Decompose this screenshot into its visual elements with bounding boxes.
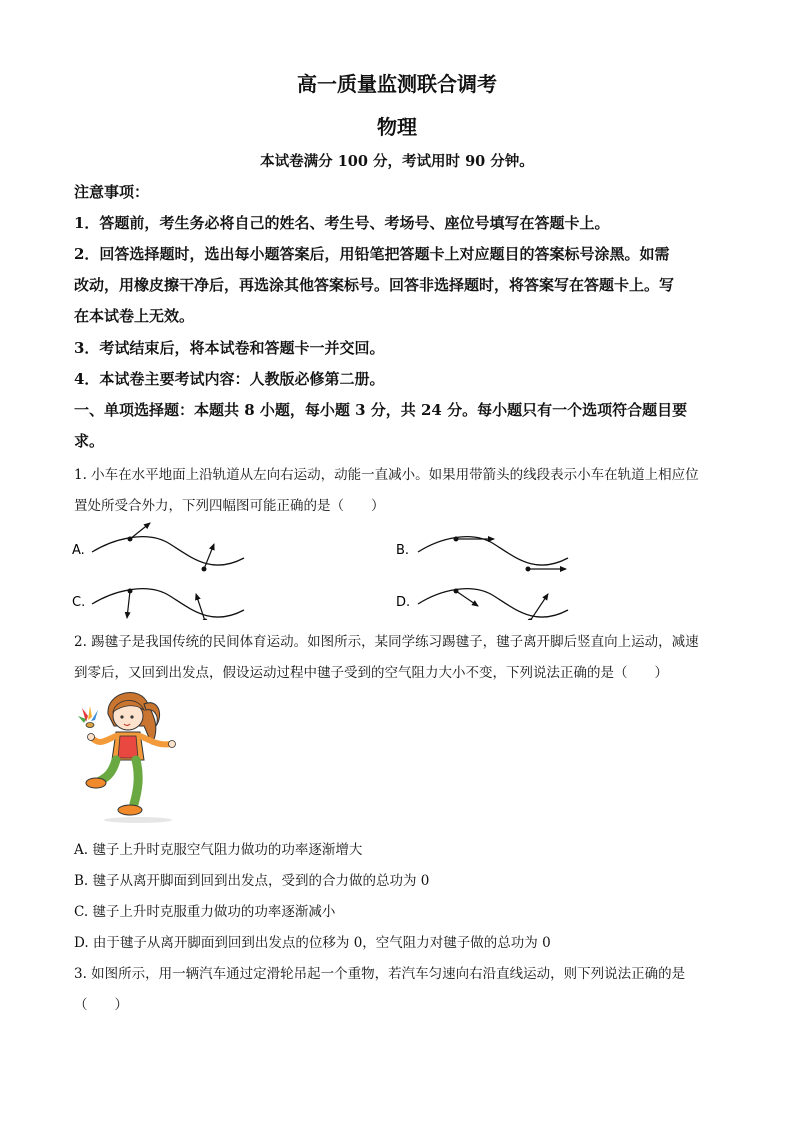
note-item-3: 3．考试结束后，将本试卷和答题卡一并交回。: [74, 339, 385, 357]
notes-heading: 注意事项：: [74, 183, 150, 201]
q3-stem-line-1: 3. 如图所示，用一辆汽车通过定滑轮吊起一个重物，若汽车匀速向右沿直线运动，则下列说法正确的是: [74, 966, 686, 982]
subject-title: 物理: [377, 115, 417, 139]
q2-option-a: A. 毽子上升时克服空气阻力做功的功率逐渐增大: [74, 842, 363, 858]
q1-option-a-label: A.: [72, 543, 85, 558]
q1-option-d-force-2: [530, 594, 548, 620]
q2-stem-line-2: 到零后，又回到出发点，假设运动过程中毽子受到的空气阻力大小不变，下列说法正确的是（ ）: [74, 665, 668, 681]
q1-stem-line-1: 1. 小车在水平地面上沿轨道从左向右运动，动能一直减小。如果用带箭头的线段表示小车在轨道上相应位: [74, 467, 699, 483]
score-info: 本试卷满分 100 分，考试用时 90 分钟。: [260, 153, 534, 170]
q2-option-c: C. 毽子上升时克服重力做功的功率逐渐减小: [74, 904, 336, 920]
q1-option-c-force-1: [127, 591, 130, 618]
note-item-2-line-2: 改动，用橡皮擦干净后，再选涂其他答案标号。回答非选择题时，将答案写在答题卡上。写: [74, 276, 675, 294]
section-1-heading-line-2: 求。: [74, 432, 105, 450]
q1-stem-line-2: 置处所受合外力，下列四幅图可能正确的是（ ）: [74, 498, 385, 514]
shuttlecock-girl-illustration: [78, 686, 193, 826]
q2-option-d: D. 由于毽子从离开脚面到回到出发点的位移为 0，空气阻力对毽子做的总功为 0: [74, 935, 551, 951]
q1-option-c-label: C.: [72, 595, 86, 610]
note-item-2-line-3: 在本试卷上无效。: [74, 307, 195, 325]
section-1-heading-line-1: 一、单项选择题：本题共 8 小题，每小题 3 分，共 24 分。每小题只有一个选项符合题目要: [74, 401, 688, 419]
q1-option-a-track: [92, 537, 244, 565]
note-item-2-line-1: 2．回答选择题时，选出每小题答案后，用铅笔把答题卡上对应题目的答案标号涂黑。如需: [74, 245, 670, 263]
q1-option-c-track: [92, 589, 244, 617]
note-item-4: 4．本试卷主要考试内容：人教版必修第二册。: [74, 370, 385, 388]
shuttlecock-icon: [78, 706, 98, 728]
q2-option-b: B. 毽子从离开脚面到回到出发点，受到的合力做的总功为 0: [74, 873, 430, 889]
note-item-1: 1．答题前，考生务必将自己的姓名、考生号、考场号、座位号填写在答题卡上。: [74, 214, 610, 232]
q1-option-c-force-2: [196, 594, 205, 620]
q1-option-b-track: [418, 537, 568, 565]
q2-stem-line-1: 2. 踢毽子是我国传统的民间体育运动。如图所示，某同学练习踢毽子，毽子离开脚后竖直向上运动，减速: [74, 634, 699, 650]
q1-options-figure: [0, 520, 794, 620]
q3-stem-line-2: （ ）: [74, 997, 128, 1013]
q1-option-d-track: [418, 589, 568, 617]
q1-option-b-label: B.: [396, 543, 410, 558]
q1-option-d-force-1: [456, 591, 478, 606]
q1-option-d-label: D.: [396, 595, 411, 610]
exam-title: 高一质量监测联合调考: [297, 72, 497, 96]
